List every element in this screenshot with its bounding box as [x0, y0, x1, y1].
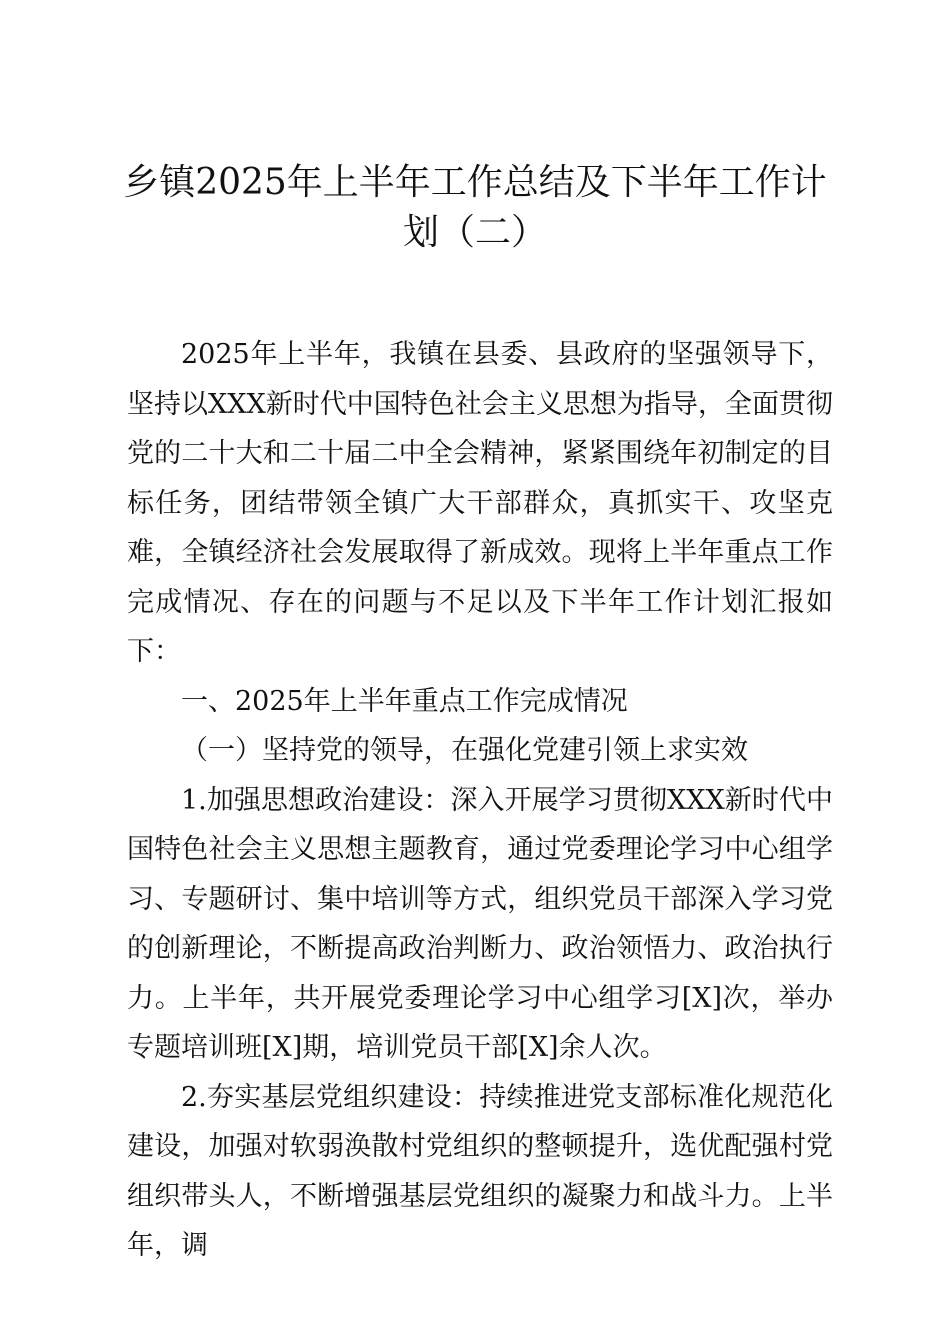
- section-heading-1: 一、2025年上半年重点工作完成情况: [181, 685, 628, 717]
- document-title: [118, 158, 832, 258]
- title-line-1: 乡镇2025年上半年工作总结及下半年工作计: [123, 162, 827, 203]
- subsection-heading-1: （一）坚持党的领导，在强化党建引领上求实效: [181, 735, 748, 766]
- intro-paragraph: 2025年上半年，我镇在县委、县政府的坚强领导下，坚持以XXX新时代中国特色社会主义思想为指导，全面贯彻党的二十大和二十届二中全会精神，紧紧围绕年初制定的目标任务，团结带领全镇广大干部群众，真抓实干、攻坚克难，全镇经济社会发展取得了新成效。现将上半年重点工作完成情况、存在的问题与不足以及下半年工作计划汇报如下：: [127, 339, 833, 667]
- document-body: [127, 330, 833, 1271]
- item-paragraph-1: 1.加强思想政治建设：深入开展学习贯彻XXX新时代中国特色社会主义思想主题教育，通过党委理论学习中心组学习、专题研讨、集中培训等方式，组织党员干部深入学习党的创新理论，不断提高政治判断力、政治领悟力、政治执行力。上半年，共开展党委理论学习中心组学习[X]次，举办专题培训班[X]期，培训党员干部[X]余人次。: [127, 784, 833, 1063]
- item-paragraph-2: 2.夯实基层党组织建设：持续推进党支部标准化规范化建设，加强对软弱涣散村党组织的整顿提升，选优配强村党组织带头人，不断增强基层党组织的凝聚力和战斗力。上半年，调: [127, 1081, 833, 1261]
- title-line-2: 划（二）: [402, 212, 547, 253]
